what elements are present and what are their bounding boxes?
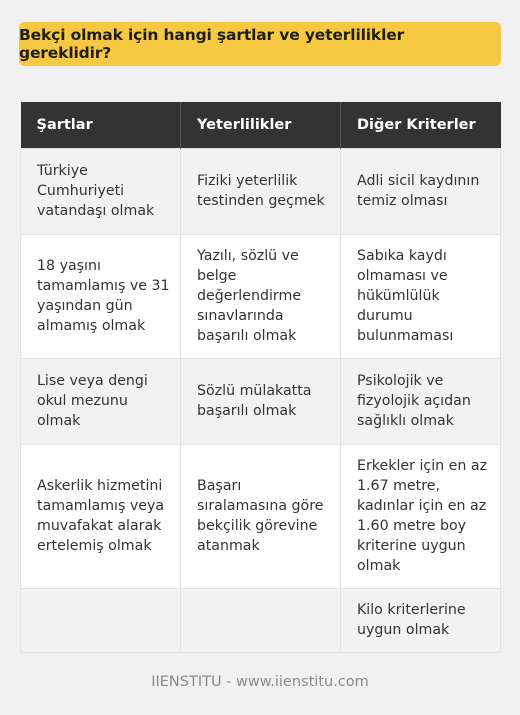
table-cell: 18 yaşını tamamlamış ve 31 yaşından gün almamış olmak	[21, 234, 181, 358]
table-cell: Başarı sıralamasına göre bekçilik görevine atanmak	[181, 444, 341, 588]
column-header-diger-kriterler: Diğer Kriterler	[341, 102, 501, 148]
table-cell: Fiziki yeterlilik testinden geçmek	[181, 148, 341, 234]
table-cell	[181, 588, 341, 652]
table-cell: Sözlü mülakatta başarılı olmak	[181, 358, 341, 444]
table-row	[21, 234, 501, 358]
table-cell: Türkiye Cumhuriyeti vatandaşı olmak	[21, 148, 181, 234]
table-cell: Sabıka kaydı olmaması ve hükümlülük durumu bulunmaması	[341, 234, 501, 358]
table-cell: Adli sicil kaydının temiz olması	[341, 148, 501, 234]
column-header-yeterlilikler: Yeterlilikler	[181, 102, 341, 148]
column-header-sartlar: Şartlar	[21, 102, 181, 148]
footer-credit: IIENSTITU - www.iienstitu.com	[151, 674, 369, 690]
table-cell: Psikolojik ve fizyolojik açıdan sağlıklı olmak	[341, 358, 501, 444]
table-cell: Lise veya dengi okul mezunu olmak	[21, 358, 181, 444]
table-row	[21, 588, 501, 652]
table-row	[21, 358, 501, 444]
table-cell: Erkekler için en az 1.67 metre, kadınlar için en az 1.60 metre boy kriterine uygun olmak	[341, 444, 501, 588]
table-row	[21, 444, 501, 588]
table-row	[21, 148, 501, 234]
table-cell	[21, 588, 181, 652]
table-header-row	[21, 102, 501, 148]
page-title: Bekçi olmak için hangi şartlar ve yeterlilikler gereklidir?	[19, 22, 501, 66]
requirements-table	[20, 102, 501, 653]
table-cell: Yazılı, sözlü ve belge değerlendirme sınavlarında başarılı olmak	[181, 234, 341, 358]
table-cell: Kilo kriterlerine uygun olmak	[341, 588, 501, 652]
table-cell: Askerlik hizmetini tamamlamış veya muvafakat alarak ertelemiş olmak	[21, 444, 181, 588]
